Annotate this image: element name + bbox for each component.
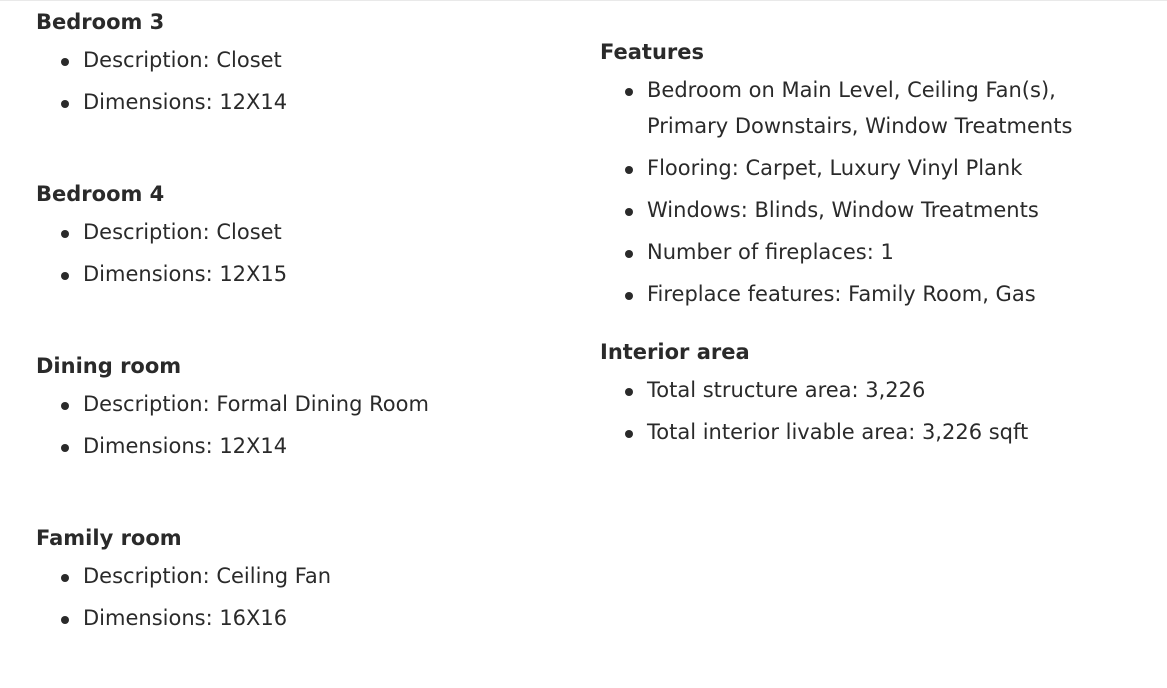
section-title: Bedroom 4 — [36, 182, 165, 206]
features-list — [600, 72, 1160, 312]
bullet-icon — [625, 250, 633, 258]
bullet-icon — [61, 616, 69, 624]
room-details-column — [36, 0, 556, 688]
list-item — [36, 386, 556, 422]
bullet-icon — [61, 272, 69, 280]
bullet-icon — [61, 58, 69, 66]
detail-list — [36, 386, 556, 464]
list-item — [36, 428, 556, 464]
list-item — [36, 558, 556, 594]
item-text: Number of fireplaces: 1 — [647, 240, 894, 264]
list-item — [600, 234, 1160, 270]
bullet-icon — [625, 388, 633, 396]
bullet-icon — [625, 166, 633, 174]
list-item — [600, 192, 1160, 228]
item-text: Total interior livable area: 3,226 sqft — [647, 420, 1029, 444]
item-text: Description: Formal Dining Room — [83, 392, 429, 416]
item-text: Fireplace features: Family Room, Gas — [647, 282, 1036, 306]
section-bedroom-3 — [36, 10, 556, 172]
interior-area-list — [600, 372, 1160, 450]
section-dining-room — [36, 354, 556, 516]
item-text: Description: Closet — [83, 48, 282, 72]
section-title: Dining room — [36, 354, 182, 378]
section-title: Family room — [36, 526, 182, 550]
section-family-room — [36, 526, 556, 688]
section-bedroom-4 — [36, 182, 556, 344]
list-item — [36, 256, 556, 292]
list-item — [36, 42, 556, 78]
bullet-icon — [61, 402, 69, 410]
list-item — [600, 72, 1117, 144]
list-item — [600, 372, 1160, 408]
detail-list — [36, 214, 556, 292]
section-title: Features — [600, 40, 704, 64]
item-text: Windows: Blinds, Window Treatments — [647, 198, 1039, 222]
features-column — [600, 30, 1160, 456]
bullet-icon — [61, 230, 69, 238]
detail-list — [36, 558, 556, 636]
bullet-icon — [625, 292, 633, 300]
list-item — [36, 84, 556, 120]
item-text: Total structure area: 3,226 — [647, 378, 926, 402]
item-text: Flooring: Carpet, Luxury Vinyl Plank — [647, 156, 1023, 180]
item-text: Dimensions: 16X16 — [83, 606, 288, 630]
section-title: Interior area — [600, 340, 750, 364]
section-features — [600, 40, 1160, 312]
bullet-icon — [61, 444, 69, 452]
item-text: Dimensions: 12X14 — [83, 90, 288, 114]
item-text: Bedroom on Main Level, Ceiling Fan(s), Primary Downstairs, Window Treatments — [647, 78, 1073, 138]
bullet-icon — [625, 430, 633, 438]
item-text: Description: Closet — [83, 220, 282, 244]
section-title: Bedroom 3 — [36, 10, 165, 34]
list-item — [600, 276, 1160, 312]
item-text: Description: Ceiling Fan — [83, 564, 332, 588]
list-item — [36, 214, 556, 250]
bullet-icon — [61, 574, 69, 582]
list-item — [600, 150, 1160, 186]
item-text: Dimensions: 12X14 — [83, 434, 288, 458]
detail-list — [36, 42, 556, 120]
bullet-icon — [625, 88, 633, 96]
list-item — [600, 414, 1160, 450]
list-item — [36, 600, 556, 636]
bullet-icon — [625, 208, 633, 216]
section-interior-area — [600, 340, 1160, 450]
bullet-icon — [61, 100, 69, 108]
item-text: Dimensions: 12X15 — [83, 262, 288, 286]
